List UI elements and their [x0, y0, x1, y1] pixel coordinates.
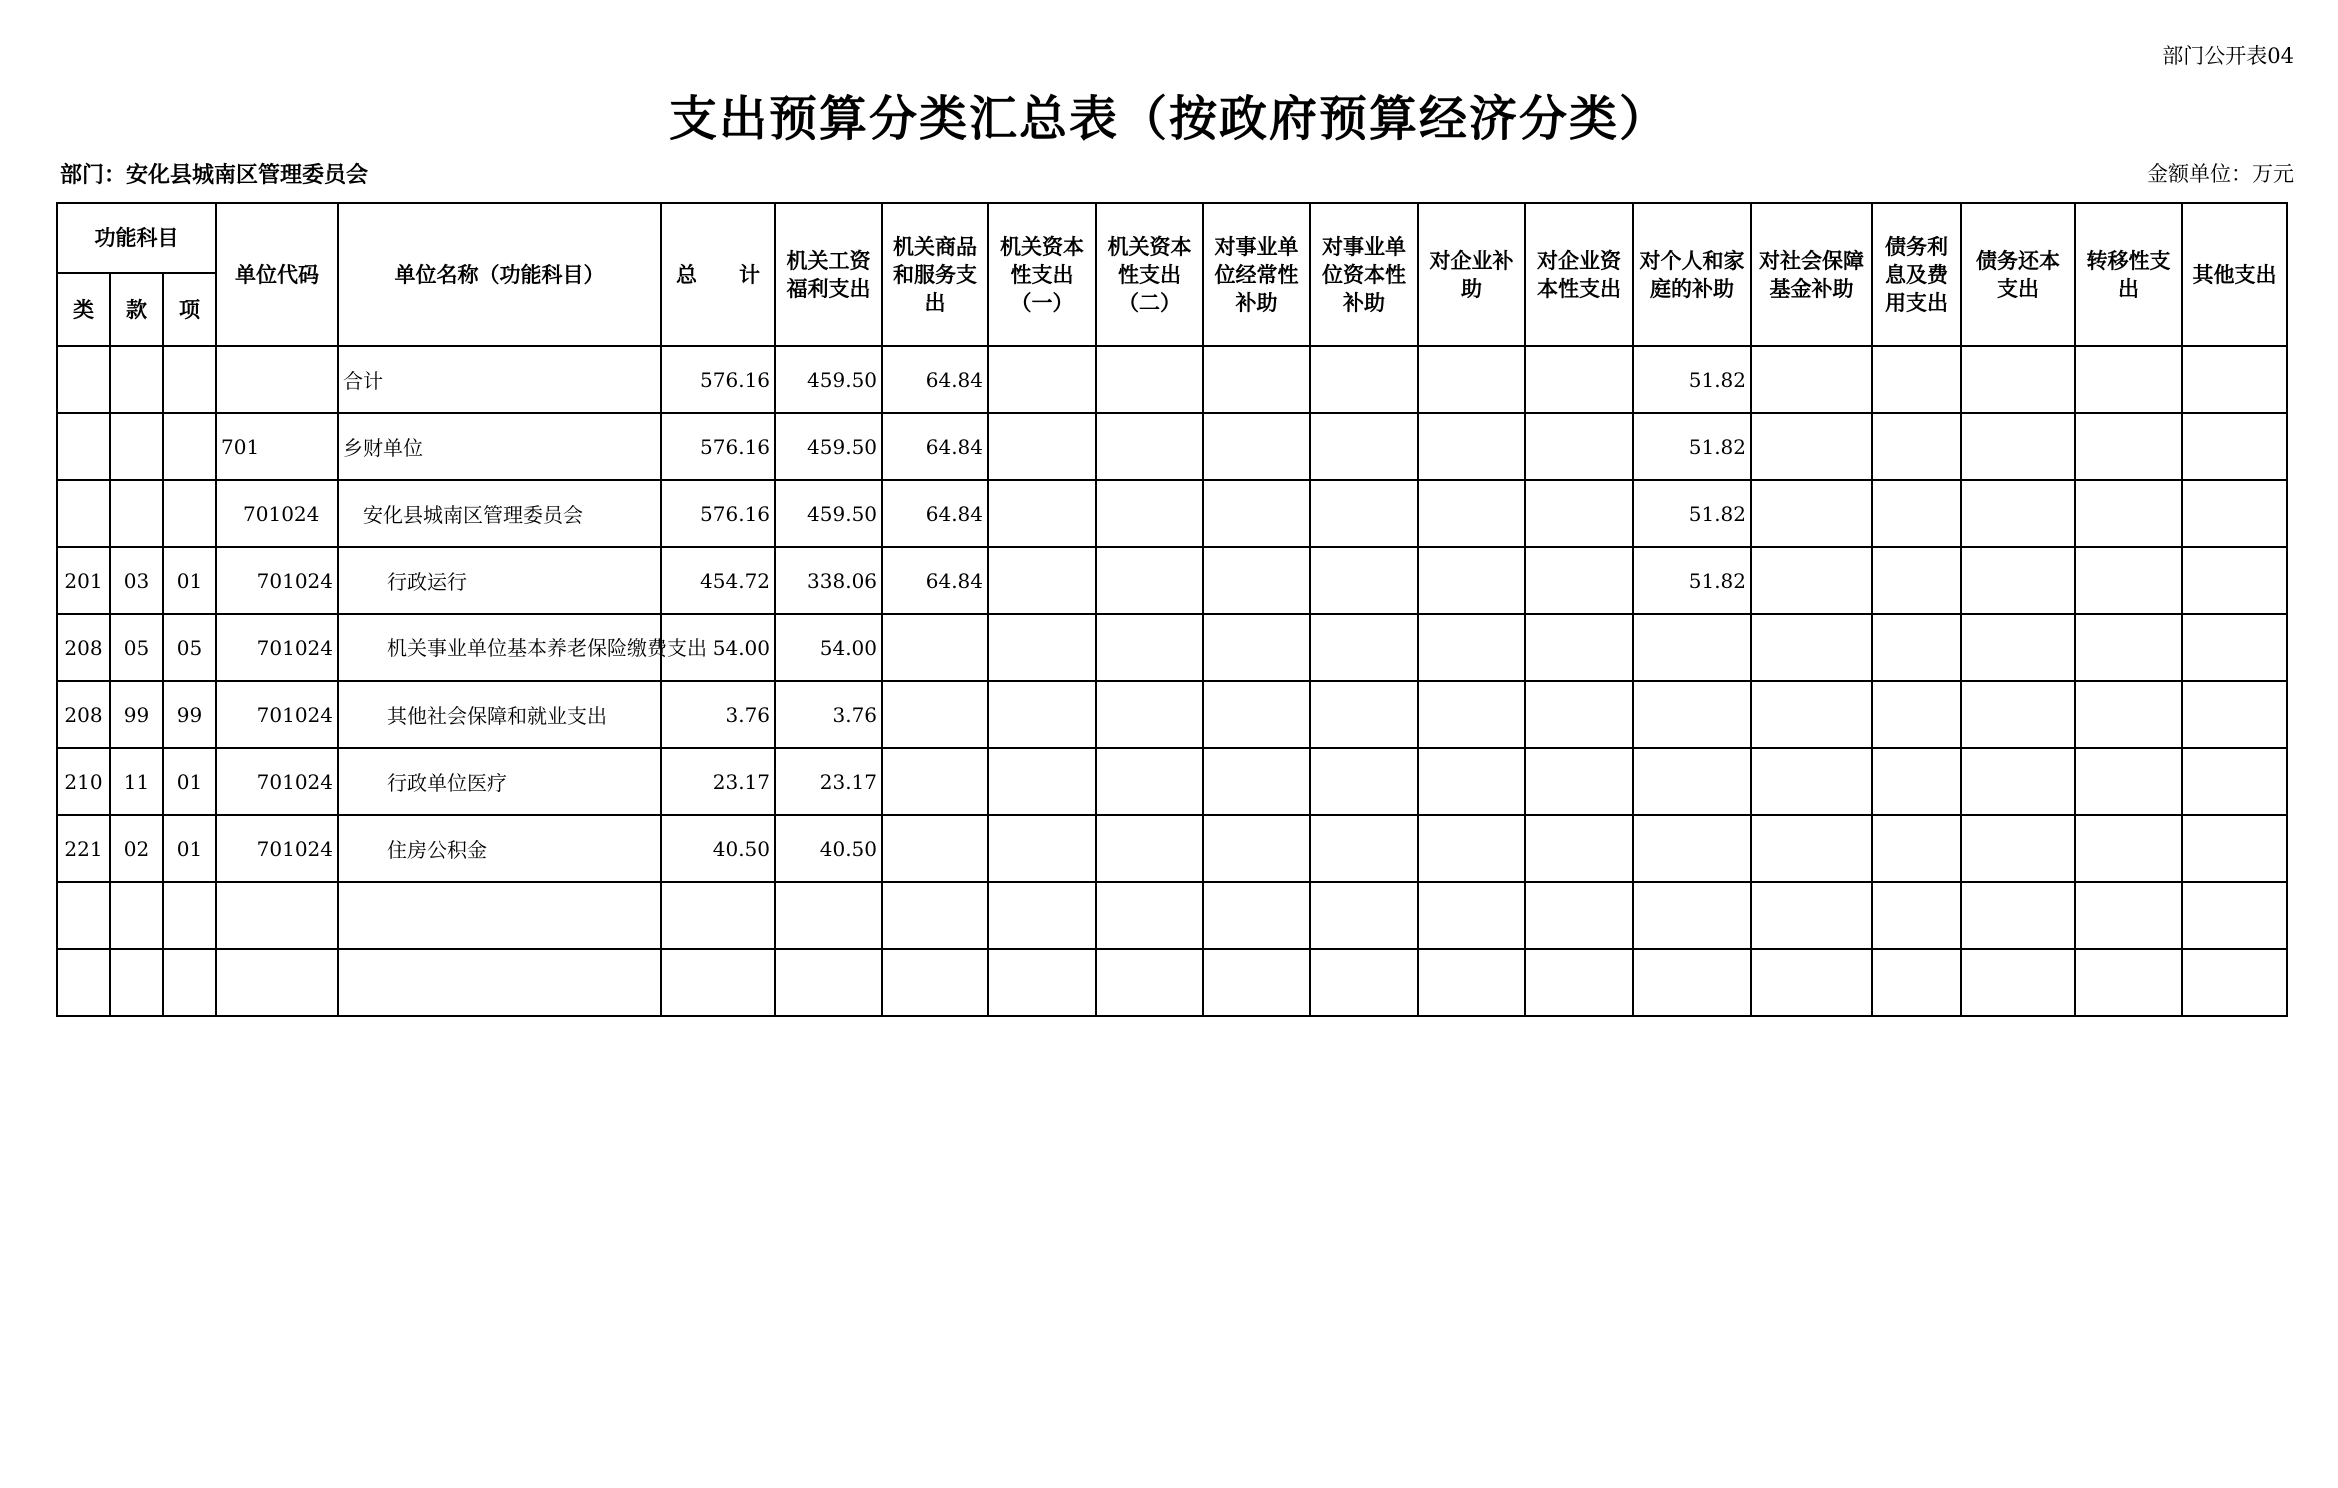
header-salary: 机关工资福利支出: [775, 203, 882, 346]
cell-salary: 40.50: [775, 815, 882, 882]
empty-row: [57, 882, 2287, 949]
cell-salary: 459.50: [775, 480, 882, 547]
cell-code: 701024: [216, 681, 338, 748]
cell-lei: 201: [57, 547, 110, 614]
cell-personal: 51.82: [1633, 547, 1751, 614]
cell-personal: [1633, 748, 1751, 815]
cell-name: 合计: [338, 346, 661, 413]
table-row: [57, 413, 2287, 480]
cell-name: 其他社会保障和就业支出: [338, 681, 661, 748]
cell-kuan: 99: [110, 681, 163, 748]
cell-code: 701024: [216, 480, 338, 547]
cell-personal: 51.82: [1633, 413, 1751, 480]
cell-code: 701024: [216, 547, 338, 614]
cell-kuan: 02: [110, 815, 163, 882]
cell-lei: 208: [57, 614, 110, 681]
cell-personal: 51.82: [1633, 480, 1751, 547]
cell-total: 454.72: [661, 547, 775, 614]
cell-total: 576.16: [661, 346, 775, 413]
cell-xiang: [163, 346, 216, 413]
header-ent-sub: 对企业补助: [1418, 203, 1525, 346]
header-transfer: 转移性支出: [2075, 203, 2182, 346]
header-total: 总 计: [661, 203, 775, 346]
cell-salary: 54.00: [775, 614, 882, 681]
cell-goods: [882, 748, 988, 815]
cell-code: 701024: [216, 815, 338, 882]
header-lei: 类: [57, 273, 110, 346]
department-label: 部门：安化县城南区管理委员会: [60, 162, 369, 188]
cell-lei: [57, 346, 110, 413]
cell-kuan: [110, 346, 163, 413]
cell-code: 701024: [216, 614, 338, 681]
cell-xiang: [163, 413, 216, 480]
cell-kuan: 11: [110, 748, 163, 815]
header-capital2: 机关资本性支出（二）: [1096, 203, 1203, 346]
header-kuan: 款: [110, 273, 163, 346]
cell-xiang: 99: [163, 681, 216, 748]
cell-goods: 64.84: [882, 346, 988, 413]
budget-table: [56, 202, 2288, 1017]
cell-xiang: [163, 480, 216, 547]
cell-name: 安化县城南区管理委员会: [338, 480, 661, 547]
table-row: [57, 681, 2287, 748]
cell-total: 54.00: [661, 614, 775, 681]
cell-name: 机关事业单位基本养老保险缴费支出: [338, 614, 661, 681]
header-personal: 对个人和家庭的补助: [1633, 203, 1751, 346]
cell-xiang: 01: [163, 815, 216, 882]
table-row: [57, 614, 2287, 681]
header-ent-cap: 对企业资本性支出: [1525, 203, 1633, 346]
cell-lei: 221: [57, 815, 110, 882]
cell-personal: [1633, 614, 1751, 681]
header-other: 其他支出: [2182, 203, 2287, 346]
cell-kuan: [110, 413, 163, 480]
header-capital1: 机关资本性支出（一）: [988, 203, 1096, 346]
cell-personal: 51.82: [1633, 346, 1751, 413]
cell-total: 576.16: [661, 480, 775, 547]
cell-xiang: 01: [163, 547, 216, 614]
cell-salary: 23.17: [775, 748, 882, 815]
cell-total: 40.50: [661, 815, 775, 882]
cell-kuan: 03: [110, 547, 163, 614]
cell-code: [216, 346, 338, 413]
cell-goods: [882, 681, 988, 748]
header-xiang: 项: [163, 273, 216, 346]
cell-personal: [1633, 681, 1751, 748]
table-row: [57, 547, 2287, 614]
table-row: [57, 480, 2287, 547]
empty-row: [57, 949, 2287, 1016]
header-debt-int: 债务利息及费用支出: [1872, 203, 1961, 346]
page-title: 支出预算分类汇总表（按政府预算经济分类）: [668, 91, 1669, 147]
cell-lei: 208: [57, 681, 110, 748]
amount-unit-label: 金额单位：万元: [2147, 162, 2294, 186]
cell-name: 行政单位医疗: [338, 748, 661, 815]
cell-total: 3.76: [661, 681, 775, 748]
header-social: 对社会保障基金补助: [1751, 203, 1872, 346]
cell-goods: [882, 815, 988, 882]
cell-name: 行政运行: [338, 547, 661, 614]
cell-kuan: [110, 480, 163, 547]
cell-code: 701: [216, 413, 338, 480]
cell-code: 701024: [216, 748, 338, 815]
cell-total: 576.16: [661, 413, 775, 480]
form-code: 部门公开表04: [2162, 44, 2294, 68]
header-goods: 机关商品和服务支出: [882, 203, 988, 346]
cell-salary: 459.50: [775, 346, 882, 413]
header-unit-name: 单位名称（功能科目）: [338, 203, 661, 346]
cell-personal: [1633, 815, 1751, 882]
cell-lei: [57, 413, 110, 480]
cell-xiang: 01: [163, 748, 216, 815]
table-row: [57, 815, 2287, 882]
cell-goods: 64.84: [882, 547, 988, 614]
cell-goods: 64.84: [882, 480, 988, 547]
cell-salary: 338.06: [775, 547, 882, 614]
table-row: [57, 748, 2287, 815]
cell-salary: 3.76: [775, 681, 882, 748]
header-debt-rep: 债务还本支出: [1961, 203, 2075, 346]
table-row: [57, 346, 2287, 413]
cell-goods: 64.84: [882, 413, 988, 480]
header-inst-op: 对事业单位经常性补助: [1203, 203, 1310, 346]
cell-name: 住房公积金: [338, 815, 661, 882]
cell-lei: 210: [57, 748, 110, 815]
cell-goods: [882, 614, 988, 681]
header-func-subject: 功能科目: [57, 203, 216, 273]
cell-total: 23.17: [661, 748, 775, 815]
header-inst-cap: 对事业单位资本性补助: [1310, 203, 1418, 346]
cell-xiang: 05: [163, 614, 216, 681]
cell-kuan: 05: [110, 614, 163, 681]
header-unit-code: 单位代码: [216, 203, 338, 346]
cell-lei: [57, 480, 110, 547]
cell-name: 乡财单位: [338, 413, 661, 480]
cell-salary: 459.50: [775, 413, 882, 480]
